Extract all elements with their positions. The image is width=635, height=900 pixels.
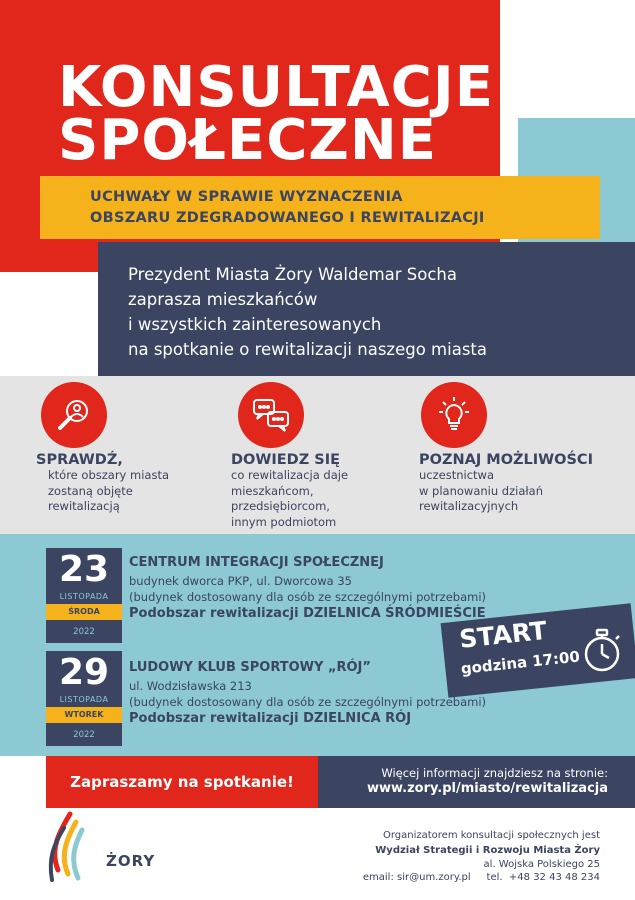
info-link[interactable]: www.zory.pl/miasto/rewitalizacja xyxy=(366,781,608,796)
invitation-cta: Zapraszamy na spotkanie! xyxy=(70,773,294,791)
organizer-contact: email: sir@um.zory.pl tel. +48 32 43 48 234 xyxy=(362,872,600,883)
organizer-line-1: Organizatorem konsultacji społecznych jest xyxy=(382,830,600,841)
feature-text-check xyxy=(48,468,169,515)
magnifier-person-icon xyxy=(41,382,107,448)
feature-text-learn xyxy=(231,468,348,530)
feature-heading-check: SPRAWDŹ, xyxy=(36,452,123,468)
subtitle-bar xyxy=(40,176,600,239)
subtitle-line-1: UCHWAŁY W SPRAWIE WYZNACZENIA xyxy=(90,189,403,205)
feature-line: co rewitalizacja daje xyxy=(231,468,349,482)
event-weekday: ŚRODA xyxy=(46,604,122,620)
feature-line: przedsiębiorcom, xyxy=(231,499,330,513)
event-month: LISTOPADA xyxy=(59,695,109,704)
event-day: 23 xyxy=(58,549,110,590)
event-accessibility: (budynek dostosowany dla osób ze szczególnymi potrzebami) xyxy=(129,590,486,604)
lightbulb-icon xyxy=(421,382,487,448)
event-date-badge xyxy=(46,651,122,746)
info-text: Więcej informacji znajdziesz na stronie: xyxy=(381,766,608,780)
invitation-line-4: na spotkanie o rewitalizacji naszego miasta xyxy=(128,340,487,359)
event-month: LISTOPADA xyxy=(59,592,109,601)
chat-bubbles-icon xyxy=(238,382,304,448)
event-subarea: Podobszar rewitalizacji DZIELNICA ŚRÓDMIEŚCIE xyxy=(129,606,486,621)
stopwatch-icon xyxy=(580,626,624,676)
invitation-line-1: Prezydent Miasta Żory Waldemar Socha xyxy=(128,265,458,284)
event-day: 29 xyxy=(58,652,110,693)
feature-line: rewitalizacją xyxy=(48,499,120,513)
feature-heading-explore: POZNAJ MOŻLIWOŚCI xyxy=(419,452,593,468)
feature-line: innym podmiotom xyxy=(231,514,337,529)
invitation-line-3: i wszystkich zainteresowanych xyxy=(128,315,382,334)
feature-line: zostaną objęte xyxy=(48,483,133,498)
event-address: ul. Wodzisławska 213 xyxy=(129,679,252,693)
page-title-line-1: KONSULTACJE xyxy=(58,55,494,120)
feature-line: rewitalizacyjnych xyxy=(419,499,519,513)
invitation-line-2: zaprasza mieszkańców xyxy=(128,290,318,309)
organizer-line-2: Wydział Strategii i Rozwoju Miasta Żory xyxy=(375,845,600,856)
feature-line: mieszkańcom, xyxy=(231,483,314,498)
event-address: budynek dworca PKP, ul. Dworcowa 35 xyxy=(129,574,353,588)
feature-line: uczestnictwa xyxy=(419,468,494,482)
event-weekday: WTOREK xyxy=(46,707,122,723)
event-venue: LUDOWY KLUB SPORTOWY „RÓJ” xyxy=(129,660,371,675)
event-venue: CENTRUM INTEGRACJI SPOŁECZNEJ xyxy=(129,555,384,570)
event-accessibility: (budynek dostosowany dla osób ze szczególnymi potrzebami) xyxy=(129,695,486,709)
event-year: 2022 xyxy=(73,627,95,637)
feature-line: w planowaniu działań xyxy=(419,483,543,498)
organizer-line-3: al. Wojska Polskiego 25 xyxy=(483,859,600,870)
logo-text: ŻORY xyxy=(106,852,156,870)
feature-text-explore xyxy=(419,468,543,515)
page-title-line-2: SPOŁECZNE xyxy=(58,108,438,173)
feature-heading-learn: DOWIEDZ SIĘ xyxy=(231,452,340,468)
event-year: 2022 xyxy=(73,730,95,740)
start-label: START xyxy=(458,615,549,654)
subtitle-line-2: OBSZARU ZDEGRADOWANEGO I REWITALIZACJI xyxy=(90,210,485,226)
feature-line: które obszary miasta xyxy=(48,468,170,482)
event-subarea: Podobszar rewitalizacji DZIELNICA RÓJ xyxy=(129,711,412,726)
start-time: godzina 17:00 xyxy=(460,647,581,678)
event-date-badge xyxy=(46,548,122,643)
